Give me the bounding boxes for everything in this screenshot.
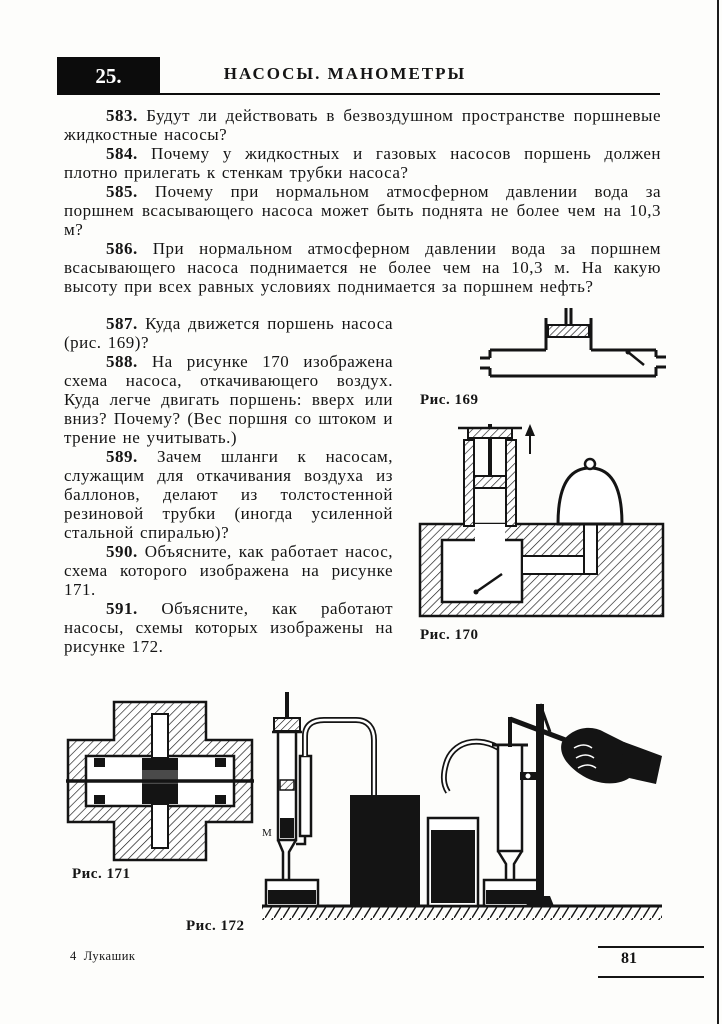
chapter-title: НАСОСЫ. МАНОМЕТРЫ <box>223 64 467 83</box>
problem-number: 585. <box>106 182 138 201</box>
fig170-airpump-diagram <box>418 424 665 620</box>
section-number-box <box>57 57 160 95</box>
problem-text: Объясните, как работает насос, схема которого изображена на рисунке 171. <box>64 542 394 599</box>
problem-591 <box>64 599 393 656</box>
fig171-caption: Рис. 171 <box>72 866 131 882</box>
problem-text: При нормальном атмосферном давлении вода за поршнем всасывающего насоса поднимается не более чем на 10,3 м. На какую высоту при всех равных условиях поднимается за поршнем нефть? <box>64 239 661 296</box>
problem-586 <box>64 239 661 296</box>
page-number: 81 <box>621 950 637 967</box>
fig172-pumps-diagram <box>256 684 666 920</box>
problem-text: Объясните, как работают насосы, схемы которых изображены на рисунке 172. <box>64 599 394 656</box>
problem-number: 591. <box>106 599 138 618</box>
fig169-pump-diagram <box>478 308 668 400</box>
problem-590 <box>64 542 393 599</box>
figure-170 <box>418 424 665 625</box>
fig169-caption: Рис. 169 <box>420 392 479 408</box>
problem-number: 588. <box>106 352 138 371</box>
problem-number: 586. <box>106 239 138 258</box>
problem-585 <box>64 182 661 239</box>
problem-text: Куда движется поршень насоса (рис. 169)? <box>64 314 393 352</box>
problem-584 <box>64 144 661 182</box>
figure-171 <box>66 700 254 867</box>
problem-number: 584. <box>106 144 138 163</box>
fig172-pump-label: М <box>262 827 272 839</box>
problem-number: 589. <box>106 447 138 466</box>
fig172-caption: Рис. 172 <box>186 918 245 934</box>
author-name: Лукашик <box>83 949 136 963</box>
problem-587 <box>64 314 393 352</box>
fig171-pump-section-diagram <box>66 700 254 862</box>
problem-588 <box>64 352 393 447</box>
page-edge-line <box>717 0 719 1024</box>
problem-583 <box>64 106 661 144</box>
footer-signature <box>70 949 136 964</box>
header-rule <box>57 93 660 95</box>
problems-top-block <box>64 106 661 296</box>
problem-589 <box>64 447 393 542</box>
problem-text: Почему при нормальном атмосферном давлении вода за поршнем всасывающего насоса может быть поднята не более чем на 10,3 м? <box>64 182 661 239</box>
figure-172 <box>256 684 666 925</box>
section-number: 25. <box>95 63 122 88</box>
fig170-caption: Рис. 170 <box>420 627 479 643</box>
problem-text: Почему у жидкостных и газовых насосов поршень должен плотно прилегать к стенкам трубки насоса? <box>64 144 661 182</box>
problem-number: 590. <box>106 542 138 561</box>
problem-number: 583. <box>106 106 138 125</box>
page-number-rule-bottom <box>598 976 704 978</box>
problem-number: 587. <box>106 314 138 333</box>
figure-169 <box>478 308 668 405</box>
page-number-rule-top <box>598 946 704 948</box>
signature-number: 4 <box>70 949 77 963</box>
problem-text: Зачем шланги к насосам, служащим для откачивания воздуха из баллонов, делают из толстостенной резиновой трубки (иногда усиленной стальной спиралью)? <box>64 447 393 542</box>
problem-text: На рисунке 170 изображена схема насоса, откачивающего воздух. Куда легче двигать поршень: вверх или вниз? Почему? (Вес поршня со штоком и трение не учитывать.) <box>64 352 394 447</box>
problems-left-column <box>64 314 393 656</box>
problem-text: Будут ли действовать в безвоздушном пространстве поршневые жидкостные насосы? <box>64 106 662 144</box>
